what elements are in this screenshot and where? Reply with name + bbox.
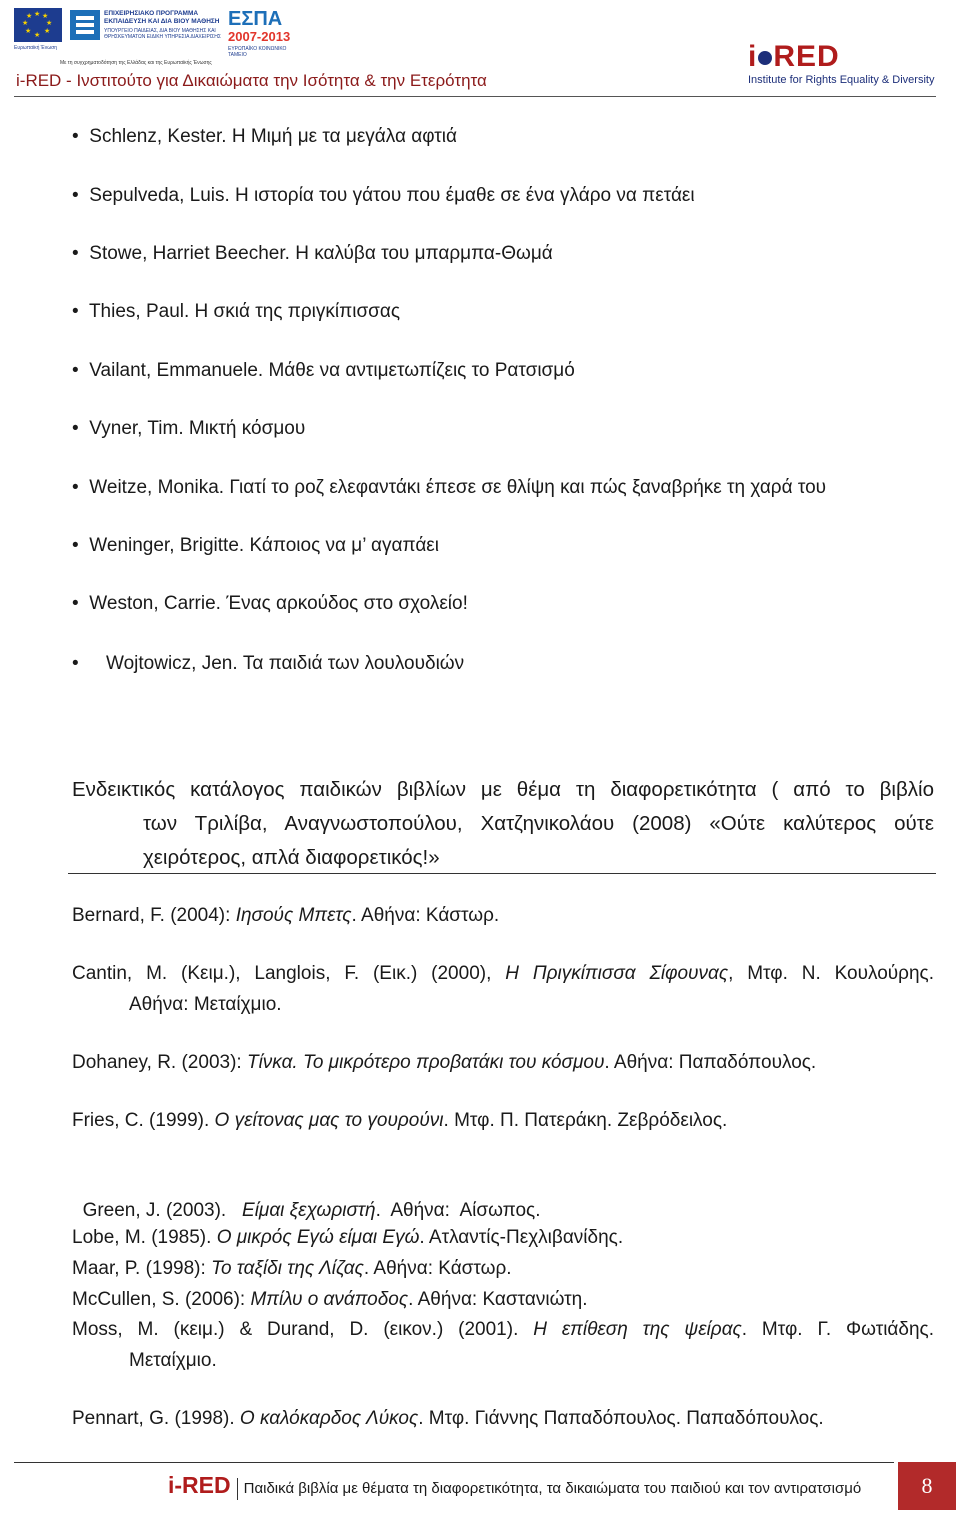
list-item	[72, 301, 400, 323]
list-item-text: Schlenz, Kester. Η Μιμή με τα μεγάλα αφτιά	[89, 126, 458, 147]
organization-title: i-RED - Ινστιτούτο για Δικαιώματα την Ισότητα & την Ετερότητα	[16, 71, 487, 90]
ired-logo-word: i RED	[748, 40, 840, 73]
reference-publisher: Αθήνα: Μεταίχμιο.	[129, 994, 282, 1015]
list-item-text: Weninger, Brigitte. Κάποιος να μ’ αγαπάει	[89, 535, 439, 556]
reference-publisher: Μεταίχμιο.	[129, 1350, 217, 1371]
reference-author: Dohaney, R. (2003):	[72, 1052, 247, 1073]
eu-caption: Ευρωπαϊκή Ένωση	[14, 45, 57, 51]
reference-title: Είμαι ξεχωριστή	[242, 1200, 376, 1221]
section-heading-line-3: χειρότερος, απλά διαφορετικός!»	[143, 846, 440, 869]
logo-dot-icon	[758, 51, 772, 65]
reference-title: Ο καλόκαρδος Λύκος	[239, 1408, 419, 1429]
list-item	[72, 360, 575, 382]
list-item-text: Thies, Paul. Η σκιά της πριγκίπισσας	[88, 301, 401, 322]
footer-divider	[14, 1462, 894, 1463]
reference-title: Η Πριγκίπισσα Σίφουνας	[505, 963, 729, 984]
reference-author: Bernard, F. (2004):	[72, 905, 236, 926]
programme-title-1: ΕΠΙΧΕΙΡΗΣΙΑΚΟ ΠΡΟΓΡΑΜΜΑ	[104, 10, 199, 17]
programme-logo	[70, 8, 220, 54]
list-item-text: Weston, Carrie. Ένας αρκούδος στο σχολείο!	[89, 593, 468, 614]
page-footer	[168, 1472, 861, 1500]
reference-author: Moss, M. (κειμ.) & Durand, D. (εικον.) (2001).	[72, 1319, 534, 1340]
list-item	[72, 593, 468, 615]
reference-translator: , Μτφ. Ν. Κουλούρης.	[728, 963, 934, 984]
list-item	[72, 243, 553, 265]
reference-entry	[72, 1284, 934, 1315]
bullet-icon: •	[72, 360, 79, 381]
reference-publisher: . Αθήνα: Αίσωπος.	[375, 1200, 541, 1221]
reference-entry	[72, 958, 934, 1020]
bullet-icon: •	[72, 653, 79, 674]
reference-entry	[72, 1222, 934, 1253]
reference-entry	[72, 1164, 934, 1226]
bullet-icon: •	[72, 126, 79, 147]
list-item	[72, 126, 457, 148]
reference-author: Pennart, G. (1998).	[72, 1408, 240, 1429]
ired-logo-subtitle: Institute for Rights Equality & Diversity	[748, 74, 935, 86]
reference-publisher: . Αθήνα: Κάστωρ.	[363, 1258, 512, 1279]
reference-author: Fries, C. (1999).	[72, 1110, 215, 1131]
programme-mark-icon	[70, 10, 100, 40]
bullet-icon: •	[72, 535, 79, 556]
list-item-text: Sepulveda, Luis. Η ιστορία του γάτου που έμαθε σε ένα γλάρο να πετάει	[89, 185, 695, 206]
page-header	[0, 0, 960, 100]
reference-entry	[72, 1047, 934, 1078]
reference-entry	[72, 1253, 934, 1284]
reference-entry	[72, 1105, 934, 1136]
reference-entry	[72, 1314, 934, 1376]
ired-logo	[748, 40, 938, 92]
reference-publisher: . Αθήνα: Καστανιώτη.	[408, 1289, 588, 1310]
espa-logo	[228, 8, 304, 60]
reference-entry	[72, 900, 934, 931]
reference-publisher: . Αθήνα: Παπαδόπουλος.	[604, 1052, 817, 1073]
reference-publisher: . Αθήνα: Κάστωρ.	[351, 905, 500, 926]
espa-caption: ΕΥΡΩΠΑΪΚΟ ΚΟΙΝΩΝΙΚΟ ΤΑΜΕΙΟ	[228, 46, 287, 58]
bullet-icon: •	[72, 301, 79, 322]
espa-years: 2007-2013	[228, 29, 291, 44]
section-heading	[72, 773, 934, 875]
reference-author: McCullen, S. (2006):	[72, 1289, 251, 1310]
list-item	[72, 185, 695, 207]
reference-title: Ο γείτονας μας το γουρούνι	[214, 1110, 444, 1131]
reference-title: Τίνκα. Το μικρότερο προβατάκι του κόσμου	[246, 1052, 605, 1073]
list-item	[72, 653, 464, 675]
reference-translator: . Μτφ. Γ. Φωτιάδης.	[741, 1319, 934, 1340]
footer-separator	[237, 1478, 238, 1500]
list-item	[72, 477, 826, 499]
reference-author: Lobe, M. (1985).	[72, 1227, 217, 1248]
bullet-icon: •	[72, 418, 79, 439]
reference-title: Η επίθεση της ψείρας	[533, 1319, 742, 1340]
section-heading-line-2: των Τριλίβα, Αναγνωστοπούλου, Χατζηνικολάου (2008) «Ούτε καλύτερος ούτε	[143, 812, 934, 835]
list-item-text: Wojtowicz, Jen. Τα παιδιά των λουλουδιών	[106, 653, 465, 674]
cofund-text: Με τη συγχρηματοδότηση της Ελλάδας και της Ευρωπαϊκής Ένωσης	[60, 60, 212, 66]
bullet-icon: •	[72, 477, 79, 498]
list-item-text: Vailant, Emmanuele. Μάθε να αντιμετωπίζεις το Ρατσισμό	[89, 360, 575, 381]
programme-title-2: ΕΚΠΑΙΔΕΥΣΗ ΚΑΙ ΔΙΑ ΒΙΟΥ ΜΑΘΗΣΗ	[104, 18, 220, 25]
reference-publisher: . Ατλαντίς-Πεχλιβανίδης.	[419, 1227, 624, 1248]
eu-flag-logo: ★ ★ ★ ★ ★ ★ ★ ★ Ευρωπαϊκή Ένωση	[14, 8, 62, 66]
bullet-icon: •	[72, 593, 79, 614]
list-item	[72, 535, 439, 557]
reference-title: Ιησούς Μπετς	[235, 905, 352, 926]
list-item-text: Vyner, Tim. Μικτή κόσμου	[89, 418, 306, 439]
footer-text: Παιδικά βιβλία με θέματα τη διαφορετικότητα, τα δικαιώματα του παιδιού και τον αντιρατσισμό	[243, 1480, 862, 1497]
reference-entry	[72, 1403, 934, 1434]
reference-author: Cantin, M. (Κειμ.), Langlois, F. (Εικ.) (2000),	[72, 963, 506, 984]
reference-title: Το ταξίδι της Λίζας	[211, 1258, 364, 1279]
header-divider	[14, 96, 936, 97]
reference-publisher: . Μτφ. Γιάννης Παπαδόπουλος. Παπαδόπουλος.	[418, 1408, 824, 1429]
list-item-text: Stowe, Harriet Beecher. Η καλύβα του μπαρμπα-Θωμά	[89, 243, 553, 264]
reference-title: Μπίλυ ο ανάποδος	[250, 1289, 409, 1310]
reference-title: Ο μικρός Εγώ είμαι Εγώ	[216, 1227, 420, 1248]
reference-author: Green, J. (2003).	[82, 1200, 243, 1221]
footer-brand: i-RED	[168, 1472, 231, 1498]
bullet-icon: •	[72, 185, 79, 206]
section-divider	[68, 873, 936, 874]
bullet-icon: •	[72, 243, 79, 264]
list-item	[72, 418, 305, 440]
reference-publisher: . Μτφ. Π. Πατεράκη. Ζεβρόδειλος.	[443, 1110, 728, 1131]
section-heading-line-1: Ενδεικτικός κατάλογος παιδικών βιβλίων με θέμα τη διαφορετικότητα ( από το βιβλίο	[72, 778, 934, 801]
espa-title: ΕΣΠΑ	[228, 8, 283, 30]
list-item-text: Weitze, Monika. Γιατί το ροζ ελεφαντάκι έπεσε σε θλίψη και πώς ξαναβρήκε τη χαρά του	[89, 477, 827, 498]
page-number: 8	[898, 1462, 956, 1510]
reference-author: Maar, P. (1998):	[72, 1258, 212, 1279]
programme-ministry: ΥΠΟΥΡΓΕΙΟ ΠΑΙΔΕΙΑΣ, ΔΙΑ ΒΙΟΥ ΜΑΘΗΣΗΣ ΚΑΙ ΘΡΗΣΚΕΥΜΑΤΩΝ ΕΙΔΙΚΗ ΥΠΗΡΕΣΙΑ ΔΙΑΧΕΙΡΙΣΗΣ	[104, 28, 221, 40]
